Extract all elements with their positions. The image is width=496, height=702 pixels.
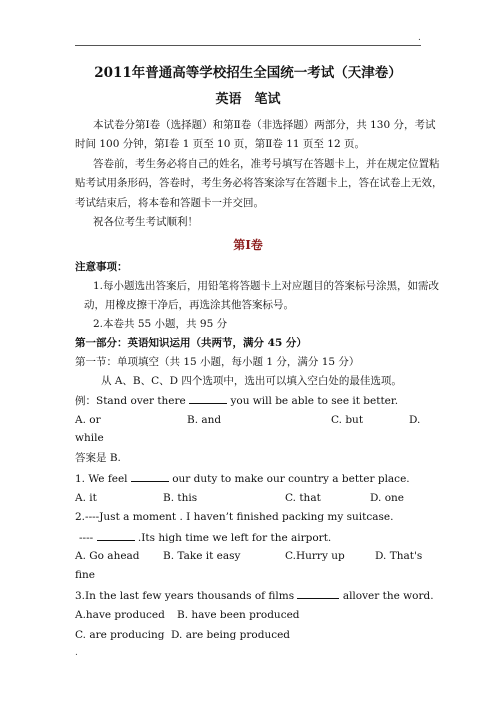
question-3-stem-after: allover the word. [342,590,434,602]
question-3-option-a: A.have produced [75,609,165,621]
example-option-d: D. [409,414,421,426]
example-answer: 答案是 B. [75,452,121,464]
intro-line: 时间 100 分钟，第Ⅰ卷 1 页至 10 页，第Ⅱ卷 11 页至 12 页。 [75,138,365,150]
intro-line: 本试卷分第Ⅰ卷（选择题）和第Ⅱ卷（非选择题）两部分，共 130 分，考试 [93,119,436,131]
answer-blank [131,471,169,482]
section1-heading: 第一节：单项填空（共 15 小题，每小题 1 分，满分 15 分） [75,356,360,368]
question-2-option-b: B. Take it easy [163,550,241,562]
example-option-b: B. and [187,414,222,426]
question-3-stem [75,588,434,603]
example-stem-before: 例：Stand over there [75,395,186,407]
notice-line: 1.每小题选出答案后，用铅笔将答题卡上对应题目的答案标号涂黑，如需改 [93,280,440,292]
question-2-reply-before: ---- [79,532,94,544]
question-1-option-a: A. it [75,492,97,504]
example-stem [75,393,398,408]
question-1-stem [75,471,410,486]
answer-blank [97,530,135,541]
intro-line: 答卷前，考生务必将自己的姓名，准考号填写在答题卡上，并在规定位置粘 [93,158,440,170]
intro-line: 祝各位考生考试顺利！ [93,216,198,228]
question-3-option-b: B. have been produced [177,609,300,621]
section-title: 第Ⅰ卷 [233,238,263,252]
question-2-option-wrap: fine [75,569,95,581]
question-2-stem: 2.----Just a moment . I haven’t finished packing my suitcase. [75,511,394,523]
example-option-wrap: while [75,432,104,444]
notice-heading: 注意事项： [75,261,128,273]
notice-line: 2.本卷共 55 小题，共 95 分 [93,318,228,330]
example-option-c: C. but [331,414,364,426]
exam-title: 2011年普通高等学校招生全国统一考试（天津卷） [94,65,402,81]
example-stem-after: you will be able to see it better. [230,395,399,407]
answer-blank [297,588,339,599]
question-1-option-c: C. that [285,492,321,504]
footer-mark: . [75,648,78,658]
question-2-option-d: D. That's [375,550,423,562]
header-rule [75,45,421,46]
header-mark: . [418,33,421,43]
question-3-option-d: D. are being produced [171,629,291,641]
exam-subtitle: 英语 笔试 [215,92,281,107]
question-2-reply-after: .Its high time we left for the airport. [137,532,332,544]
question-3-stem-before: 3.In the last few years thousands of films [75,590,295,602]
example-option-a: A. or [75,414,101,426]
intro-line: 考试结束后，将本卷和答题卡一并交回。 [75,197,264,209]
question-1-option-b: B. this [163,492,198,504]
intro-line: 贴考试用条形码，答卷时，考生务必将答案涂写在答题卡上，答在试卷上无效， [75,177,443,189]
question-2-option-c: C.Hurry up [285,550,345,562]
answer-blank [189,393,227,404]
question-3-option-c: C. are producing [75,629,165,641]
part-heading: 第一部分：英语知识运用（共两节，满分 45 分） [75,337,307,349]
question-2-reply [79,530,331,545]
question-1-stem-after: our duty to make our country a better place. [172,473,410,485]
instruction: 从 A、B、C、D 四个选项中，选出可以填入空白处的最佳选项。 [101,375,402,387]
notice-line: 动，用橡皮擦干净后，再选涂其他答案标号。 [84,299,294,311]
question-1-option-d: D. one [370,492,405,504]
question-1-stem-before: 1. We feel [75,473,128,485]
question-2-option-a: A. Go ahead [75,550,140,562]
